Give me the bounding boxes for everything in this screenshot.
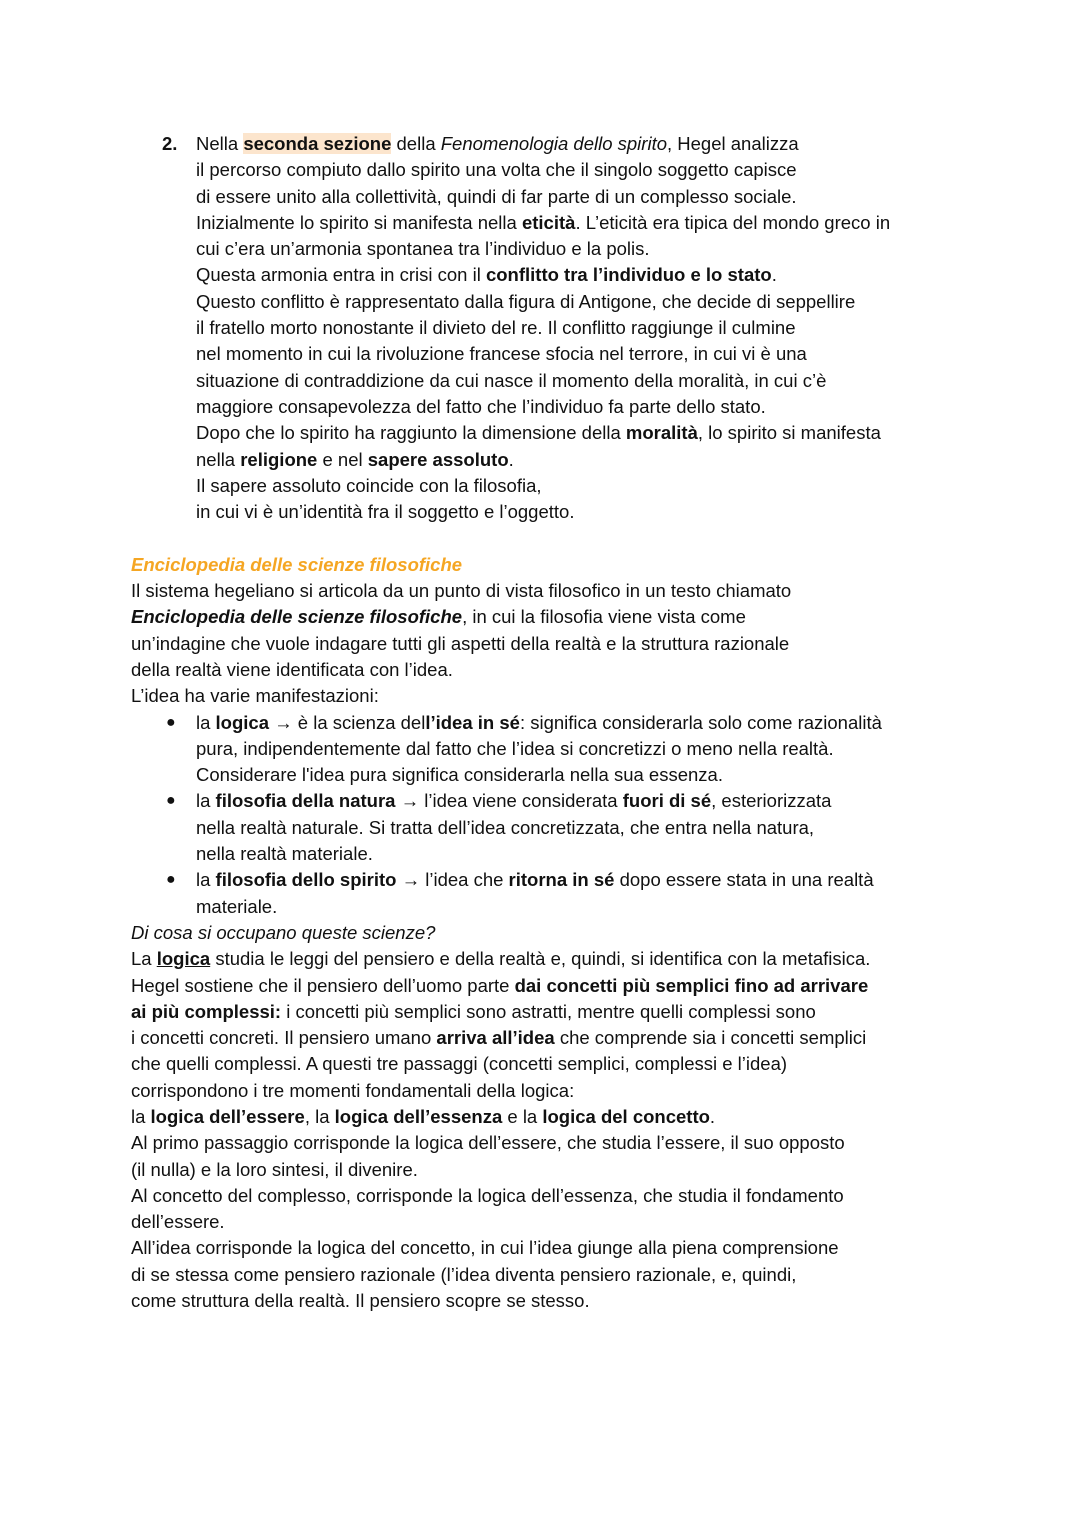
- list-item: ● la filosofia della natura → l’idea viene considerata fuori di sé, esteriorizzata nella realtà naturale. Si tratta dell’idea concretizzata, che entra nella natura, nella realtà materiale.: [166, 790, 832, 865]
- work-title: Fenomenologia dello spirito: [440, 133, 667, 154]
- list-item: ● la filosofia dello spirito → l’idea che ritorna in sé dopo essere stata in una realtà materiale.: [166, 869, 874, 917]
- paragraph-line: L’idea ha varie manifestazioni:: [131, 685, 379, 707]
- paragraph-line: All’idea corrisponde la logica del concetto, in cui l’idea giunge alla piena comprensione: [131, 1237, 839, 1259]
- bullet-icon: ●: [166, 713, 176, 731]
- paragraph-line: in cui vi è un’identità fra il soggetto e l’oggetto.: [196, 501, 575, 523]
- paragraph-line: maggiore consapevolezza del fatto che l’individuo fa parte dello stato.: [196, 395, 766, 417]
- numbered-item-2: [131, 131, 961, 525]
- paragraph-line: cui c’era un’armonia spontanea tra l’individuo e la polis.: [196, 238, 650, 260]
- paragraph-line: Enciclopedia delle scienze filosofiche, in cui la filosofia viene vista come: [131, 606, 746, 628]
- paragraph-line: come struttura della realtà. Il pensiero scopre se stesso.: [131, 1290, 590, 1312]
- paragraph-line: la logica dell’essere, la logica dell’essenza e la logica del concetto.: [131, 1105, 716, 1127]
- paragraph-line: di essere unito alla collettività, quindi di far parte di un complesso sociale.: [196, 185, 797, 207]
- paragraph-line: Questo conflitto è rappresentato dalla figura di Antigone, che decide di seppellire: [196, 290, 856, 312]
- paragraph-line: dell’essere.: [131, 1211, 225, 1233]
- list-item: ● la logica → è la scienza dell’idea in sé: significa considerarla solo come razionalità pura, indipendentemente dal fatto che l’idea si concretizzi o meno nella realtà. Considerare l'idea pura significa considerarla nella sua essenza.: [166, 711, 882, 786]
- paragraph-line: Hegel sostiene che il pensiero dell’uomo parte dai concetti più semplici fino ad arrivare: [131, 974, 869, 996]
- paragraph-line: i concetti concreti. Il pensiero umano arriva all’idea che comprende sia i concetti semplici: [131, 1027, 867, 1049]
- paragraph-line: nel momento in cui la rivoluzione francese sfocia nel terrore, in cui vi è una: [196, 343, 807, 365]
- section-heading: Enciclopedia delle scienze filosofiche: [131, 553, 463, 575]
- paragraph-line: Nella seconda sezione della Fenomenologia dello spirito, Hegel analizza: [196, 133, 799, 154]
- bullet-icon: ●: [166, 792, 176, 810]
- paragraph-line: della realtà viene identificata con l’idea.: [131, 658, 453, 680]
- paragraph-line: corrispondono i tre momenti fondamentali della logica:: [131, 1079, 575, 1101]
- paragraph-line: situazione di contraddizione da cui nasce il momento della moralità, in cui c’è: [196, 369, 827, 391]
- paragraph-line: che quelli complessi. A questi tre passaggi (concetti semplici, complessi e l’idea): [131, 1053, 788, 1075]
- paragraph-line: un’indagine che vuole indagare tutti gli aspetti della realtà e la struttura razionale: [131, 632, 790, 654]
- spacer: [131, 525, 961, 551]
- work-title: Enciclopedia delle scienze filosofiche: [131, 606, 463, 628]
- bullet-icon: ●: [166, 871, 176, 889]
- paragraph-line: ai più complessi: i concetti più semplici sono astratti, mentre quelli complessi sono: [131, 1000, 816, 1022]
- paragraph-line: Questa armonia entra in crisi con il conflitto tra l’individuo e lo stato.: [196, 264, 777, 286]
- item-number: 2.: [162, 133, 178, 154]
- question-line: Di cosa si occupano queste scienze?: [131, 921, 436, 943]
- paragraph-line: Inizialmente lo spirito si manifesta nella eticità. L’eticità era tipica del mondo greco in: [196, 211, 891, 233]
- bullet-list: [131, 710, 961, 920]
- document-content: [131, 131, 961, 1314]
- paragraph-line: nella religione e nel sapere assoluto.: [196, 448, 514, 470]
- highlighted-text: seconda sezione: [243, 133, 392, 154]
- paragraph-line: Il sapere assoluto coincide con la filosofia,: [196, 474, 542, 496]
- paragraph-line: Dopo che lo spirito ha raggiunto la dimensione della moralità, lo spirito si manifesta: [196, 422, 881, 444]
- paragraph-line: di se stessa come pensiero razionale (l’idea diventa pensiero razionale, e, quindi,: [131, 1263, 797, 1285]
- paragraph-line: Al concetto del complesso, corrisponde la logica dell’essenza, che studia il fondamento: [131, 1184, 844, 1206]
- paragraph-line: il percorso compiuto dallo spirito una volta che il singolo soggetto capisce: [196, 159, 797, 181]
- paragraph-line: (il nulla) e la loro sintesi, il divenire.: [131, 1158, 418, 1180]
- paragraph-line: La logica studia le leggi del pensiero e della realtà e, quindi, si identifica con la metafisica.: [131, 948, 871, 970]
- paragraph-line: Il sistema hegeliano si articola da un punto di vista filosofico in un testo chiamato: [131, 580, 792, 602]
- paragraph-line: il fratello morto nonostante il divieto del re. Il conflitto raggiunge il culmine: [196, 317, 796, 339]
- paragraph-line: Al primo passaggio corrisponde la logica dell’essere, che studia l’essere, il suo opposto: [131, 1132, 845, 1154]
